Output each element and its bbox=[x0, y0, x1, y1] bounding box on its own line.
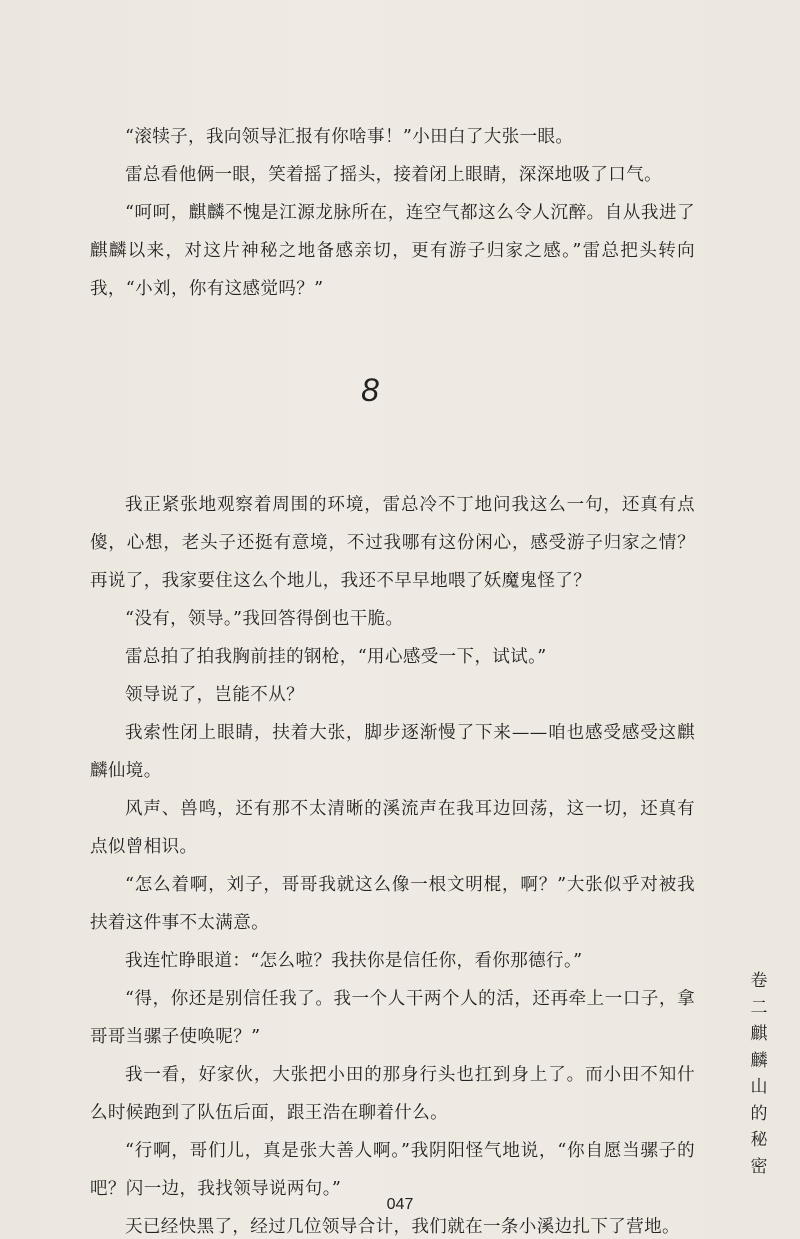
paragraph: 我一看，好家伙，大张把小田的那身行头也扛到身上了。而小田不知什么时候跑到了队伍后面，跟王浩在聊着什么。 bbox=[90, 1065, 695, 1123]
running-side-title: 卷二麒麟山的秘密 bbox=[750, 971, 768, 1177]
paragraph: 我索性闭上眼睛，扶着大张，脚步逐渐慢了下来——咱也感受感受这麒麟仙境。 bbox=[90, 723, 695, 781]
paragraph: 领导说了，岂能不从？ bbox=[125, 685, 304, 705]
paragraph: 天已经快黑了，经过几位领导合计，我们就在一条小溪边扎下了营地。 bbox=[125, 1217, 680, 1237]
paragraph: “呵呵，麒麟不愧是江源龙脉所在，连空气都这么令人沉醉。自从我进了麒麟以来，对这片神秘之地备感亲切，更有游子归家之感。”雷总把头转向我，“小刘，你有这感觉吗？” bbox=[90, 203, 695, 299]
paragraph: “滚犊子，我向领导汇报有你啥事！”小田白了大张一眼。 bbox=[125, 127, 574, 147]
chapter-number: 8 bbox=[361, 372, 379, 408]
paragraph: 我正紧张地观察着周围的环境，雷总冷不丁地问我这么一句，还真有点傻，心想，老头子还挺有意境，不过我哪有这份闲心，感受游子归家之情？再说了，我家要住这么个地儿，我还不早早地喂了妖魔鬼怪了？ bbox=[90, 495, 695, 591]
paragraph: “得，你还是别信任我了。我一个人干两个人的活，还再牵上一口子，拿哥哥当骡子使唤呢？” bbox=[90, 989, 695, 1047]
text-block-before-chapter bbox=[90, 118, 695, 308]
page-number: 047 bbox=[386, 1196, 414, 1213]
text-block-after-chapter bbox=[90, 486, 695, 1239]
paragraph: 雷总拍了拍我胸前挂的钢枪，“用心感受一下，试试。” bbox=[125, 647, 547, 667]
paragraph: 风声、兽鸣，还有那不太清晰的溪流声在我耳边回荡，这一切，还真有点似曾相识。 bbox=[90, 799, 695, 857]
paragraph: “没有，领导。”我回答得倒也干脆。 bbox=[125, 609, 404, 629]
paragraph: 我连忙睁眼道：“怎么啦？我扶你是信任你，看你那德行。” bbox=[125, 951, 583, 971]
paragraph: 雷总看他俩一眼，笑着摇了摇头，接着闭上眼睛，深深地吸了口气。 bbox=[125, 165, 662, 185]
paragraph: “行啊，哥们儿，真是张大善人啊。”我阴阳怪气地说，“你自愿当骡子的吧？闪一边，我找领导说两句。” bbox=[90, 1141, 695, 1199]
paragraph: “怎么着啊，刘子，哥哥我就这么像一根文明棍，啊？”大张似乎对被我扶着这件事不太满意。 bbox=[90, 875, 695, 933]
